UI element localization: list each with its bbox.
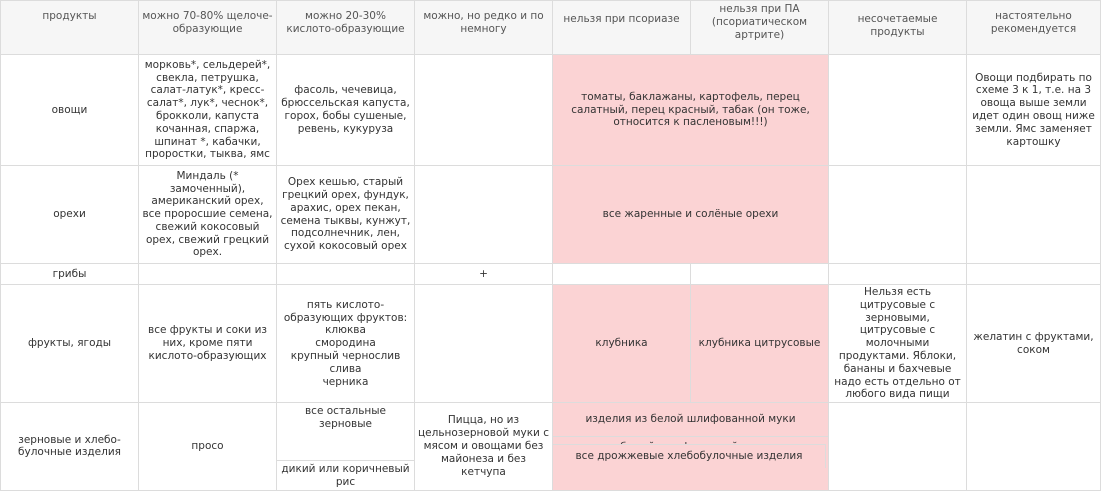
rarely-cell: + — [415, 264, 553, 285]
table-row-mushrooms — [1, 264, 1101, 285]
table-row-vegetables — [1, 55, 1101, 166]
incompatible-cell — [829, 55, 967, 166]
pa-cell: клубника цитрусовые — [691, 285, 829, 403]
header-alkaline: можно 70-80% щелоче-образующие — [139, 1, 277, 55]
recommended-cell — [967, 264, 1101, 285]
acid-cell: все остальные зерновые — [277, 403, 415, 461]
alkaline-cell — [139, 264, 277, 285]
psoriasis-cell: клубника — [553, 285, 691, 403]
incompatible-cell — [829, 166, 967, 264]
header-psoriasis: нельзя при псориазе — [553, 1, 691, 55]
acid-cell: фасоль, чечевица, брюссельская капуста, горох, бобы сушеные, ревень, кукуруза — [277, 55, 415, 166]
header-incompatible: несочетаемые продукты — [829, 1, 967, 55]
rarely-cell — [415, 285, 553, 403]
forbidden-cell: изделия из белой шлифованной муки — [553, 403, 829, 437]
table-row-nuts — [1, 166, 1101, 264]
table-row-grains — [1, 403, 1101, 437]
forbidden-cell-3 — [552, 444, 826, 468]
header-pa: нельзя при ПА (псориатическом артрите) — [691, 1, 829, 55]
acid-fruits-title: пять кислото-образующих фруктов: — [283, 298, 408, 324]
incompatible-cell — [829, 403, 967, 491]
incompatible-cell — [829, 264, 967, 285]
forbidden-cell-3-text: все дрожжевые хлебобулочные изделия — [575, 450, 803, 462]
acid-fruit-item: крупный чернослив — [290, 349, 401, 362]
category-cell: фрукты, ягоды — [1, 285, 139, 403]
rarely-cell — [415, 166, 553, 264]
psoriasis-cell — [553, 264, 691, 285]
header-products: продукты — [1, 1, 139, 55]
acid-fruit-item: клюква — [325, 324, 366, 337]
table-row-fruits — [1, 285, 1101, 403]
header-recommended: настоятельно рекомендуется — [967, 1, 1101, 55]
recommended-cell: желатин с фруктами, соком — [967, 285, 1101, 403]
category-cell: орехи — [1, 166, 139, 264]
pa-cell — [691, 264, 829, 285]
category-cell: овощи — [1, 55, 139, 166]
recommended-cell: Овощи подбирать по схеме 3 к 1, т.е. на 3 овоща выше земли идет один овощ ниже земли. Ямс заменяет картошку — [967, 55, 1101, 166]
acid-fruit-item: слива — [329, 362, 362, 375]
alkaline-cell: все фрукты и соки из них, кроме пяти кислото-образующих — [139, 285, 277, 403]
acid-fruit-item: черника — [322, 375, 369, 388]
header-row — [1, 1, 1101, 55]
acid-fruit-item: смородина — [315, 337, 376, 350]
category-cell: зерновые и хлебо-булочные изделия — [1, 403, 139, 491]
forbidden-cell: все жаренные и солёные орехи — [553, 166, 829, 264]
recommended-cell — [967, 166, 1101, 264]
alkaline-cell: морковь*, сельдерей*, свекла, петрушка, салат-латук*, кресс-салат*, лук*, чеснок*, брокколи, капуста кочанная, спаржа, шпинат *, кабачки, проростки, тыква, ямс — [139, 55, 277, 166]
alkaline-cell: Миндаль (* замоченный), американский орех, все проросшие семена, свежий кокосовый орех, свежий грецкий орех. — [139, 166, 277, 264]
acid-cell: Орех кешью, старый грецкий орех, фундук, арахис, орех пекан, семена тыквы, кунжут, подсолнечник, лен, сухой кокосовый орех — [277, 166, 415, 264]
incompatible-cell: Нельзя есть цитрусовые с зерновыми, цитрусовые с молочными продуктами. Яблоки, бананы и бахчевые надо есть отдельно от любого вида пищи — [829, 285, 967, 403]
acid-cell — [277, 285, 415, 403]
acid-cell-2: дикий или коричневый рис — [277, 461, 415, 491]
header-rarely: можно, но редко и по немногу — [415, 1, 553, 55]
rarely-cell: Пицца, но из цельнозерновой муки с мясом и овощами без майонеза и без кетчупа — [415, 403, 553, 491]
forbidden-cell: томаты, баклажаны, картофель, перец салатный, перец красный, табак (он тоже, относится к пасленовым!!!) — [553, 55, 829, 166]
alkaline-cell: просо — [139, 403, 277, 491]
category-cell: грибы — [1, 264, 139, 285]
recommended-cell — [967, 403, 1101, 491]
rarely-cell — [415, 55, 553, 166]
header-acid: можно 20-30% кислото-образующие — [277, 1, 415, 55]
acid-cell — [277, 264, 415, 285]
